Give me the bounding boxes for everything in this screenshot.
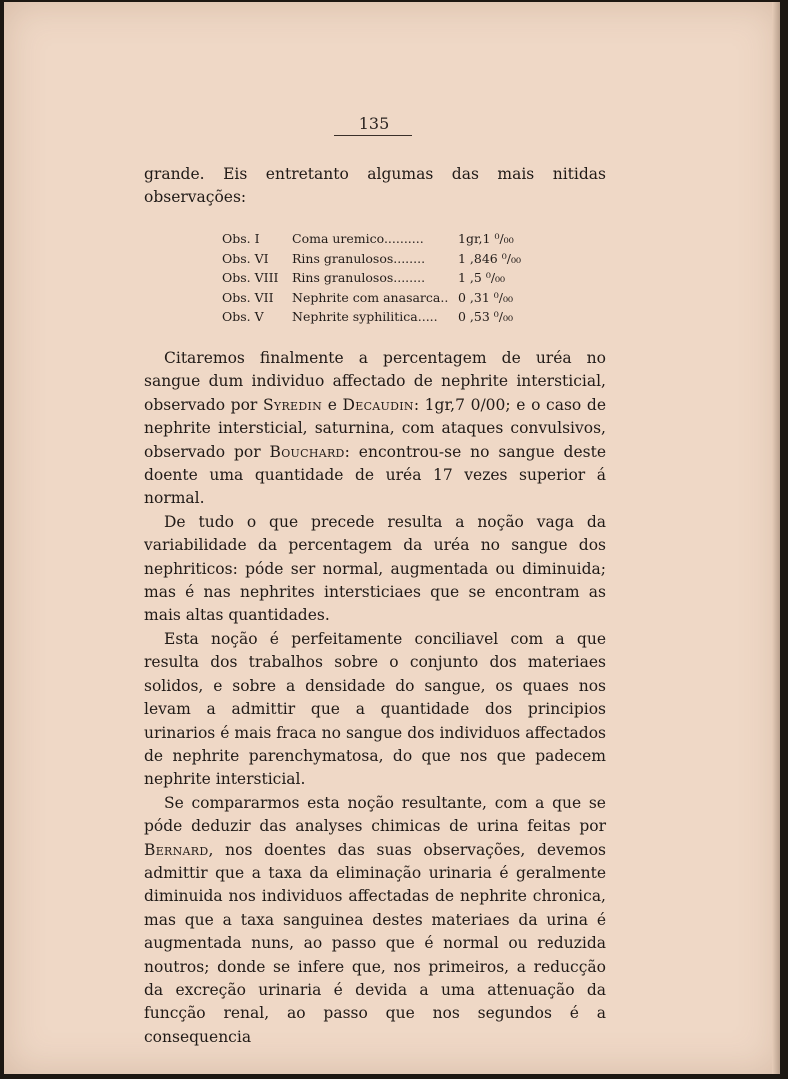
book-page [4,2,780,1074]
obs-description: Nephrite com anasarca.. [292,289,449,305]
obs-value: 1gr,1 ⁰/₀₀ [458,231,514,246]
paragraph-variabilidade: De tudo o que precede resulta a noção vaga da variabilidade da percentagem da uréa no sangue dos nephriticos: póde ser normal, augmentada ou diminuida; mas é nas nephrites intersticiaes que se encontram as mais altas quantidades. [144,512,606,625]
paragraph-bernard [144,792,606,1049]
obs-label: Obs. V [222,309,264,325]
observation-row [222,249,521,269]
obs-description: Rins granulosos........ [292,270,426,286]
intro-paragraph: grande. Eis entretanto algumas das mais nitidas observações: [144,165,606,207]
para4-text-a: Se compararmos esta noção resultante, com a que se póde deduzir das analyses chimicas de urina feitas por [144,793,606,836]
obs-description: Nephrite syphilitica..... [292,309,438,325]
obs-description: Rins granulosos........ [292,250,426,266]
author-decaudin: Decaudin [342,395,414,414]
page-edge [772,2,780,1074]
para1-text-b: e [322,395,343,414]
observations-table [222,229,521,327]
header-rule [334,135,412,136]
obs-value: 0 ,53 ⁰/₀₀ [458,309,514,325]
para1-text-c: : 1gr,7 0/00; e o caso de nephrite intersticial, saturnina, com ataques convulsivos, observado por [144,395,606,461]
body-text [144,347,606,1049]
paragraph-syredin [144,347,606,511]
observation-row [222,288,521,308]
author-bouchard: Bouchard [269,442,345,461]
para4-text-b: , nos doentes das suas observações, devemos admittir que a taxa da eliminação urinaria é geralmente diminuida nos individuos affectadas de nephrite chronica, mas que a taxa sanguinea destes materiaes da urina é augmentada nuns, ao passo que é normal ou reduzida noutros; donde se infere que, nos primeiros, a reducção da excreção urinaria é devida a uma attenuação da funcção renal, ao passo que nos segundos é a consequencia [144,840,606,1046]
observation-row [222,268,521,288]
obs-label: Obs. VII [222,289,274,305]
author-syredin: Syredin [262,395,323,414]
obs-label: Obs. I [222,231,260,246]
para1-text-a: Citaremos finalmente a percentagem de uréa no sangue dum individuo affectado de nephrite intersticial, observado por [144,349,606,414]
paragraph-conciliavel: Esta noção é perfeitamente conciliavel com a que resulta dos trabalhos sobre o conjunto dos materiaes solidos, e sobre a densidade do sangue, os quaes nos levam a admittir que a quantidade dos principios urinarios é mais fraca no sangue dos individuos affectados de nephrite parenchymatosa, do que nos que padecem nephrite intersticial. [144,629,606,789]
obs-value: 0 ,31 ⁰/₀₀ [458,289,514,305]
observation-row [222,307,521,327]
obs-label: Obs. VI [222,250,269,266]
page-number: 135 [358,114,390,133]
obs-value: 1 ,846 ⁰/₀₀ [458,250,521,266]
obs-description: Coma uremico.......... [292,231,424,246]
obs-label: Obs. VIII [222,270,279,286]
obs-value: 1 ,5 ⁰/₀₀ [458,270,506,286]
author-bernard: Bernard [144,840,209,859]
observation-row [222,229,521,249]
para1-text-d: : encontrou-se no sangue deste doente uma quantidade de uréa 17 vezes superior á normal. [144,442,607,508]
